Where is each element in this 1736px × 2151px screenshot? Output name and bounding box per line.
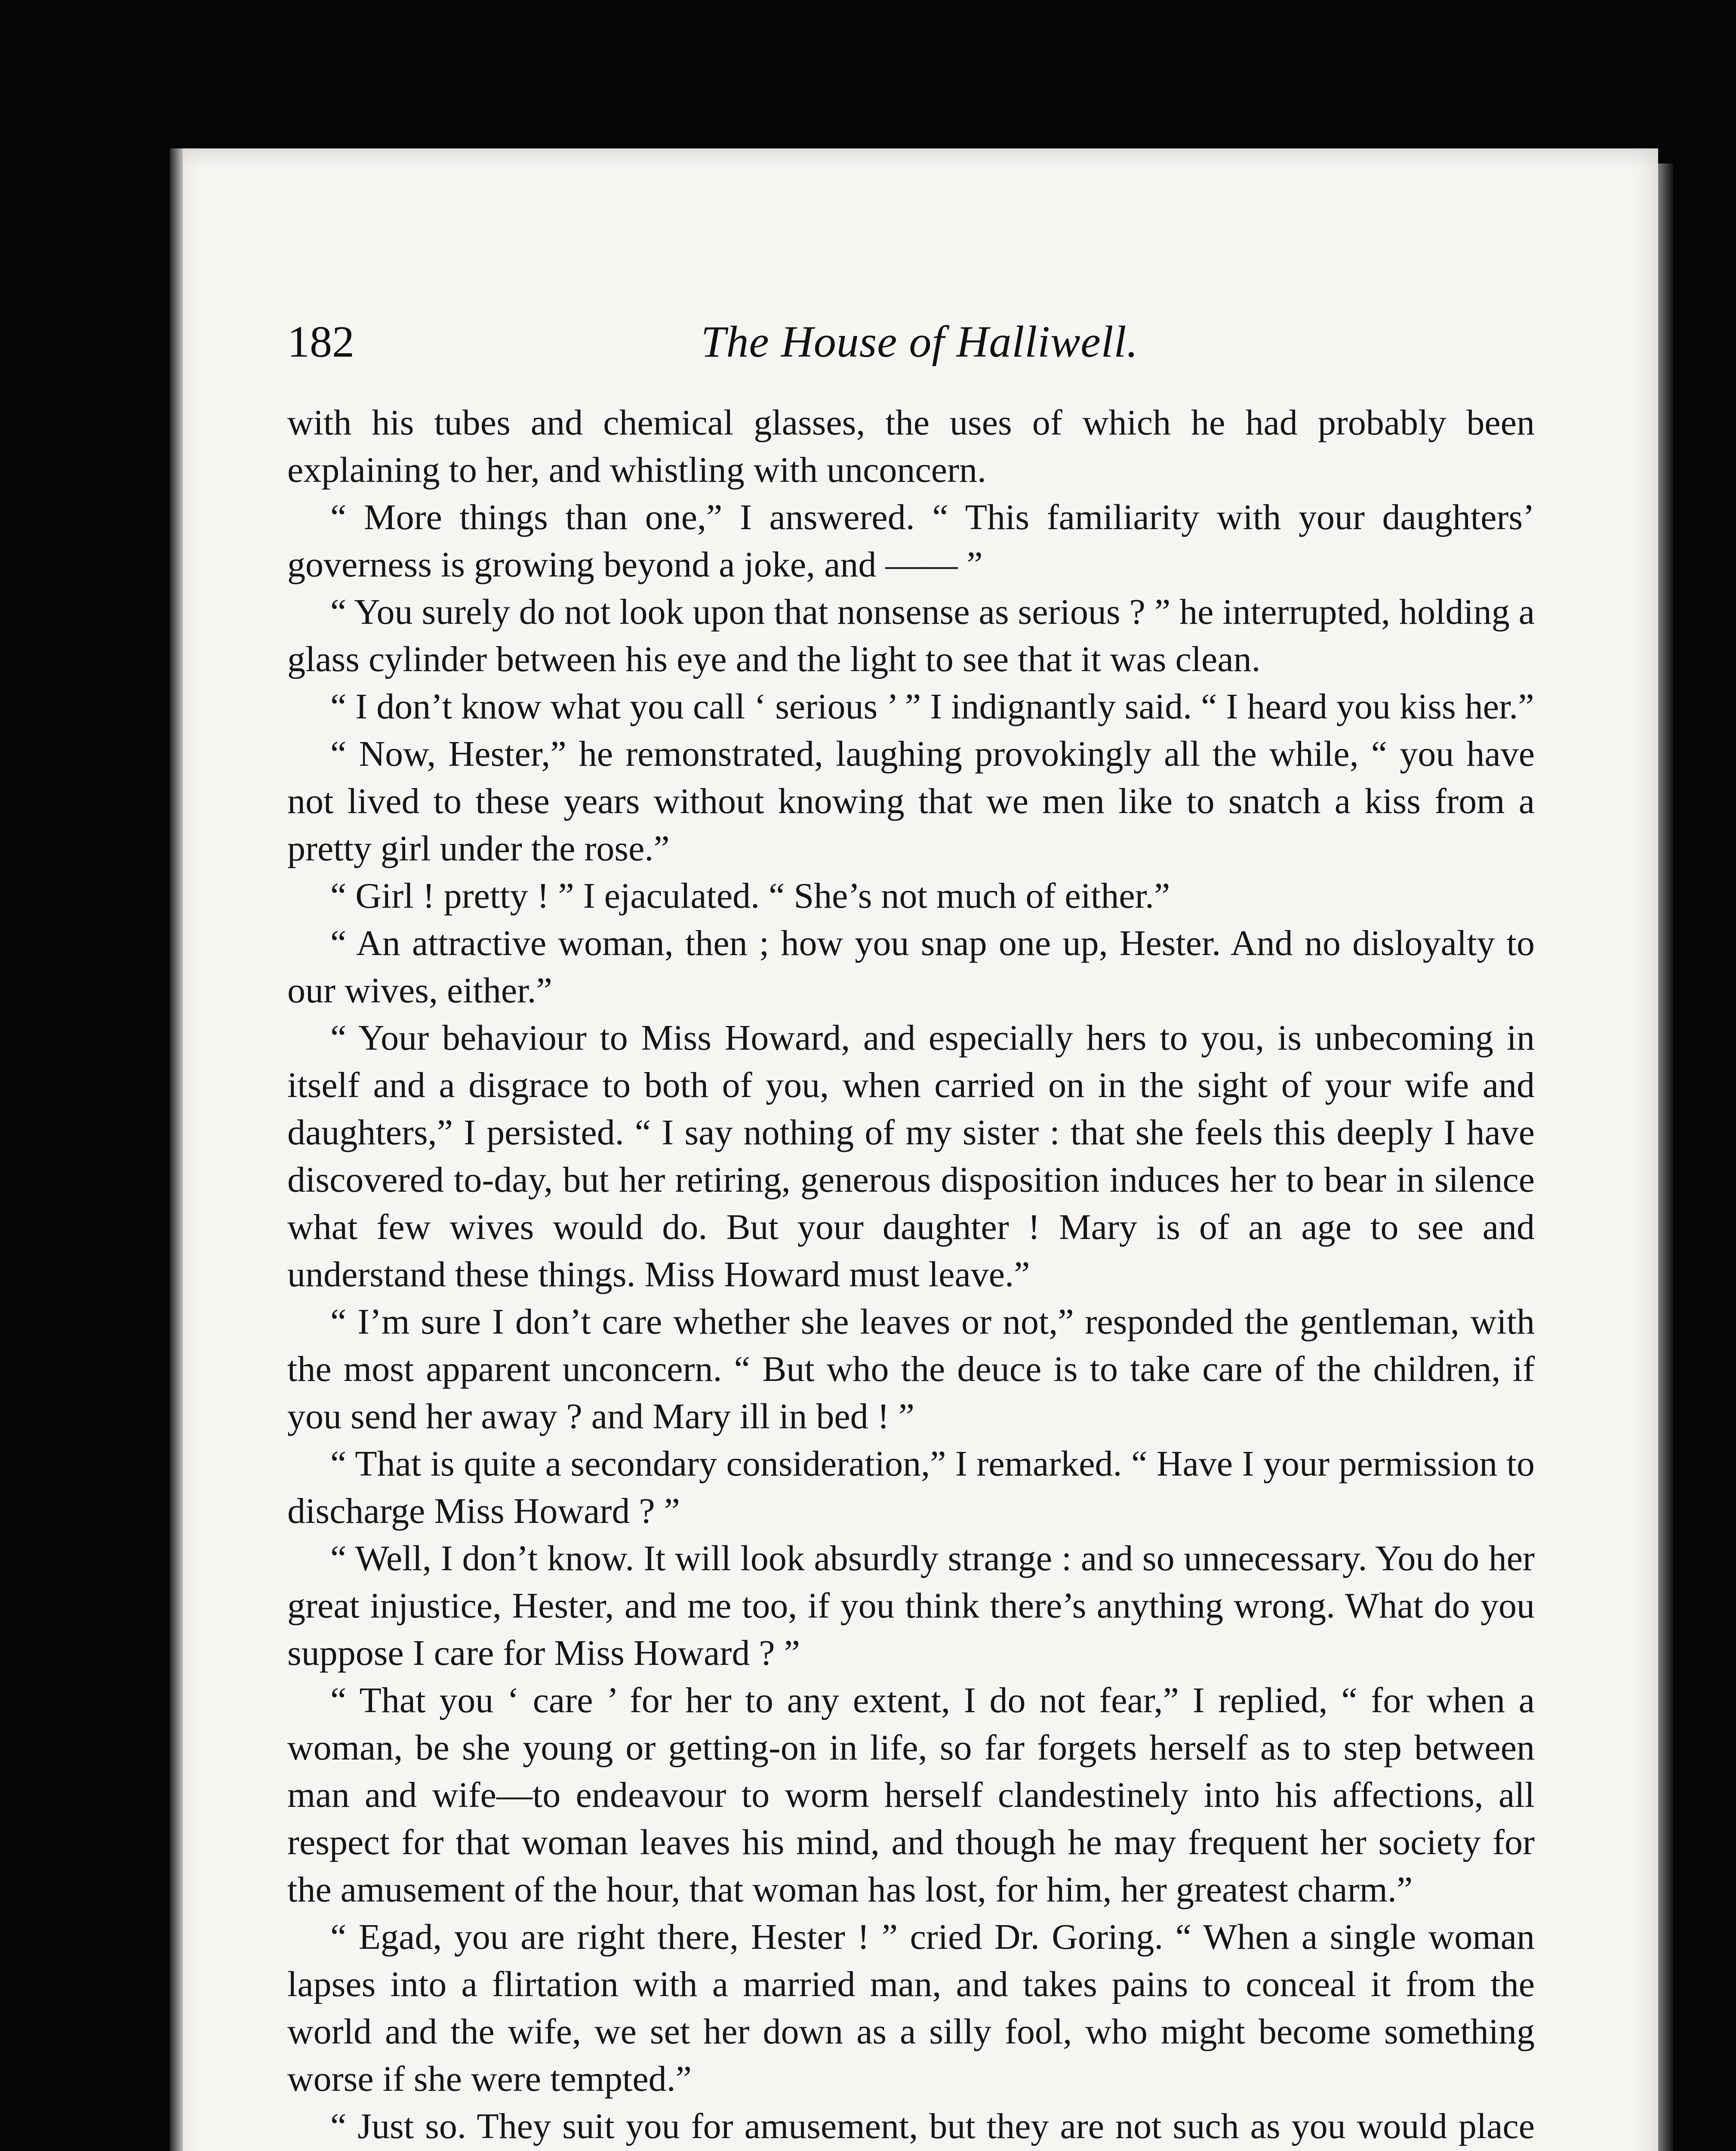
body-text (287, 399, 1535, 2151)
page-spine (170, 148, 183, 2151)
paragraph: “ More things than one,” I answered. “ This familiarity with your daughters’ governess is growing beyond a joke, and —— ” (287, 497, 1535, 585)
running-head (287, 308, 1552, 376)
paragraph: with his tubes and chemical glasses, the uses of which he had probably been explaining to her, and whistling with unconcern. (287, 403, 1535, 490)
paragraph: “ Now, Hester,” he remonstrated, laughing provokingly all the while, “ you have not lived to these years without knowing that we men like to snatch a kiss from a pretty girl under the rose.” (287, 734, 1535, 869)
paragraph: “ Your behaviour to Miss Howard, and especially hers to you, is unbecoming in itself and a disgrace to both of you, when carried on in the sight of your wife and daughters,” I persisted. “ I say nothing of my sister : that she feels this deeply I have discovered to-day, but her retiring, generous disposition induces her to bear in silence what few wives would do. But your daughter ! Mary is of an age to see and understand these things. Miss Howard must leave.” (287, 1018, 1535, 1294)
paragraph: “ I’m sure I don’t care whether she leaves or not,” responded the gentleman, with the most apparent unconcern. “ But who the deuce is to take care of the children, if you send her away ? and Mary ill in bed ! ” (287, 1302, 1535, 1436)
paragraph: “ You surely do not look upon that nonsense as serious ? ” he interrupted, holding a glass cylinder between his eye and the light to see that it was clean. (287, 592, 1535, 679)
paragraph: “ Egad, you are right there, Hester ! ” cried Dr. Goring. “ When a single woman lapses into a flirtation with a married man, and takes pains to conceal it from the world and the wife, we set her down as a silly fool, who might become something worse if she were tempted.” (287, 1917, 1535, 2099)
paragraph: “ Girl ! pretty ! ” I ejaculated. “ She’s not much of either.” (330, 876, 1170, 916)
paragraph: “ Well, I don’t know. It will look absurdly strange : and so unnecessary. You do her great injustice, Hester, and me too, if you think there’s anything wrong. What do you suppose I care for Miss Howard ? ” (287, 1538, 1535, 1673)
running-title: The House of Halliwell. (701, 317, 1139, 367)
paragraph: “ Just so. They suit you for amusement, but they are not such as you would place (330, 2106, 1535, 2146)
paragraph: “ I don’t know what you call ‘ serious ’ ” I indignantly said. “ I heard you kiss her.” (330, 687, 1534, 727)
page-number: 182 (287, 317, 354, 367)
paragraph: “ That you ‘ care ’ for her to any extent, I do not fear,” I replied, “ for when a woman, be she young or getting-on in life, so far forgets herself as to step between man and wife—to endeavour to worm herself clandestinely into his affections, all respect for that woman leaves his mind, and though he may frequent her society for the amusement of the hour, that woman has lost, for him, her greatest charm.” (287, 1680, 1535, 1910)
paragraph: “ An attractive woman, then ; how you snap one up, Hester. And no disloyalty to our wives, either.” (287, 923, 1535, 1011)
paragraph: “ That is quite a secondary consideration,” I remarked. “ Have I your permission to discharge Miss Howard ? ” (287, 1444, 1535, 1531)
